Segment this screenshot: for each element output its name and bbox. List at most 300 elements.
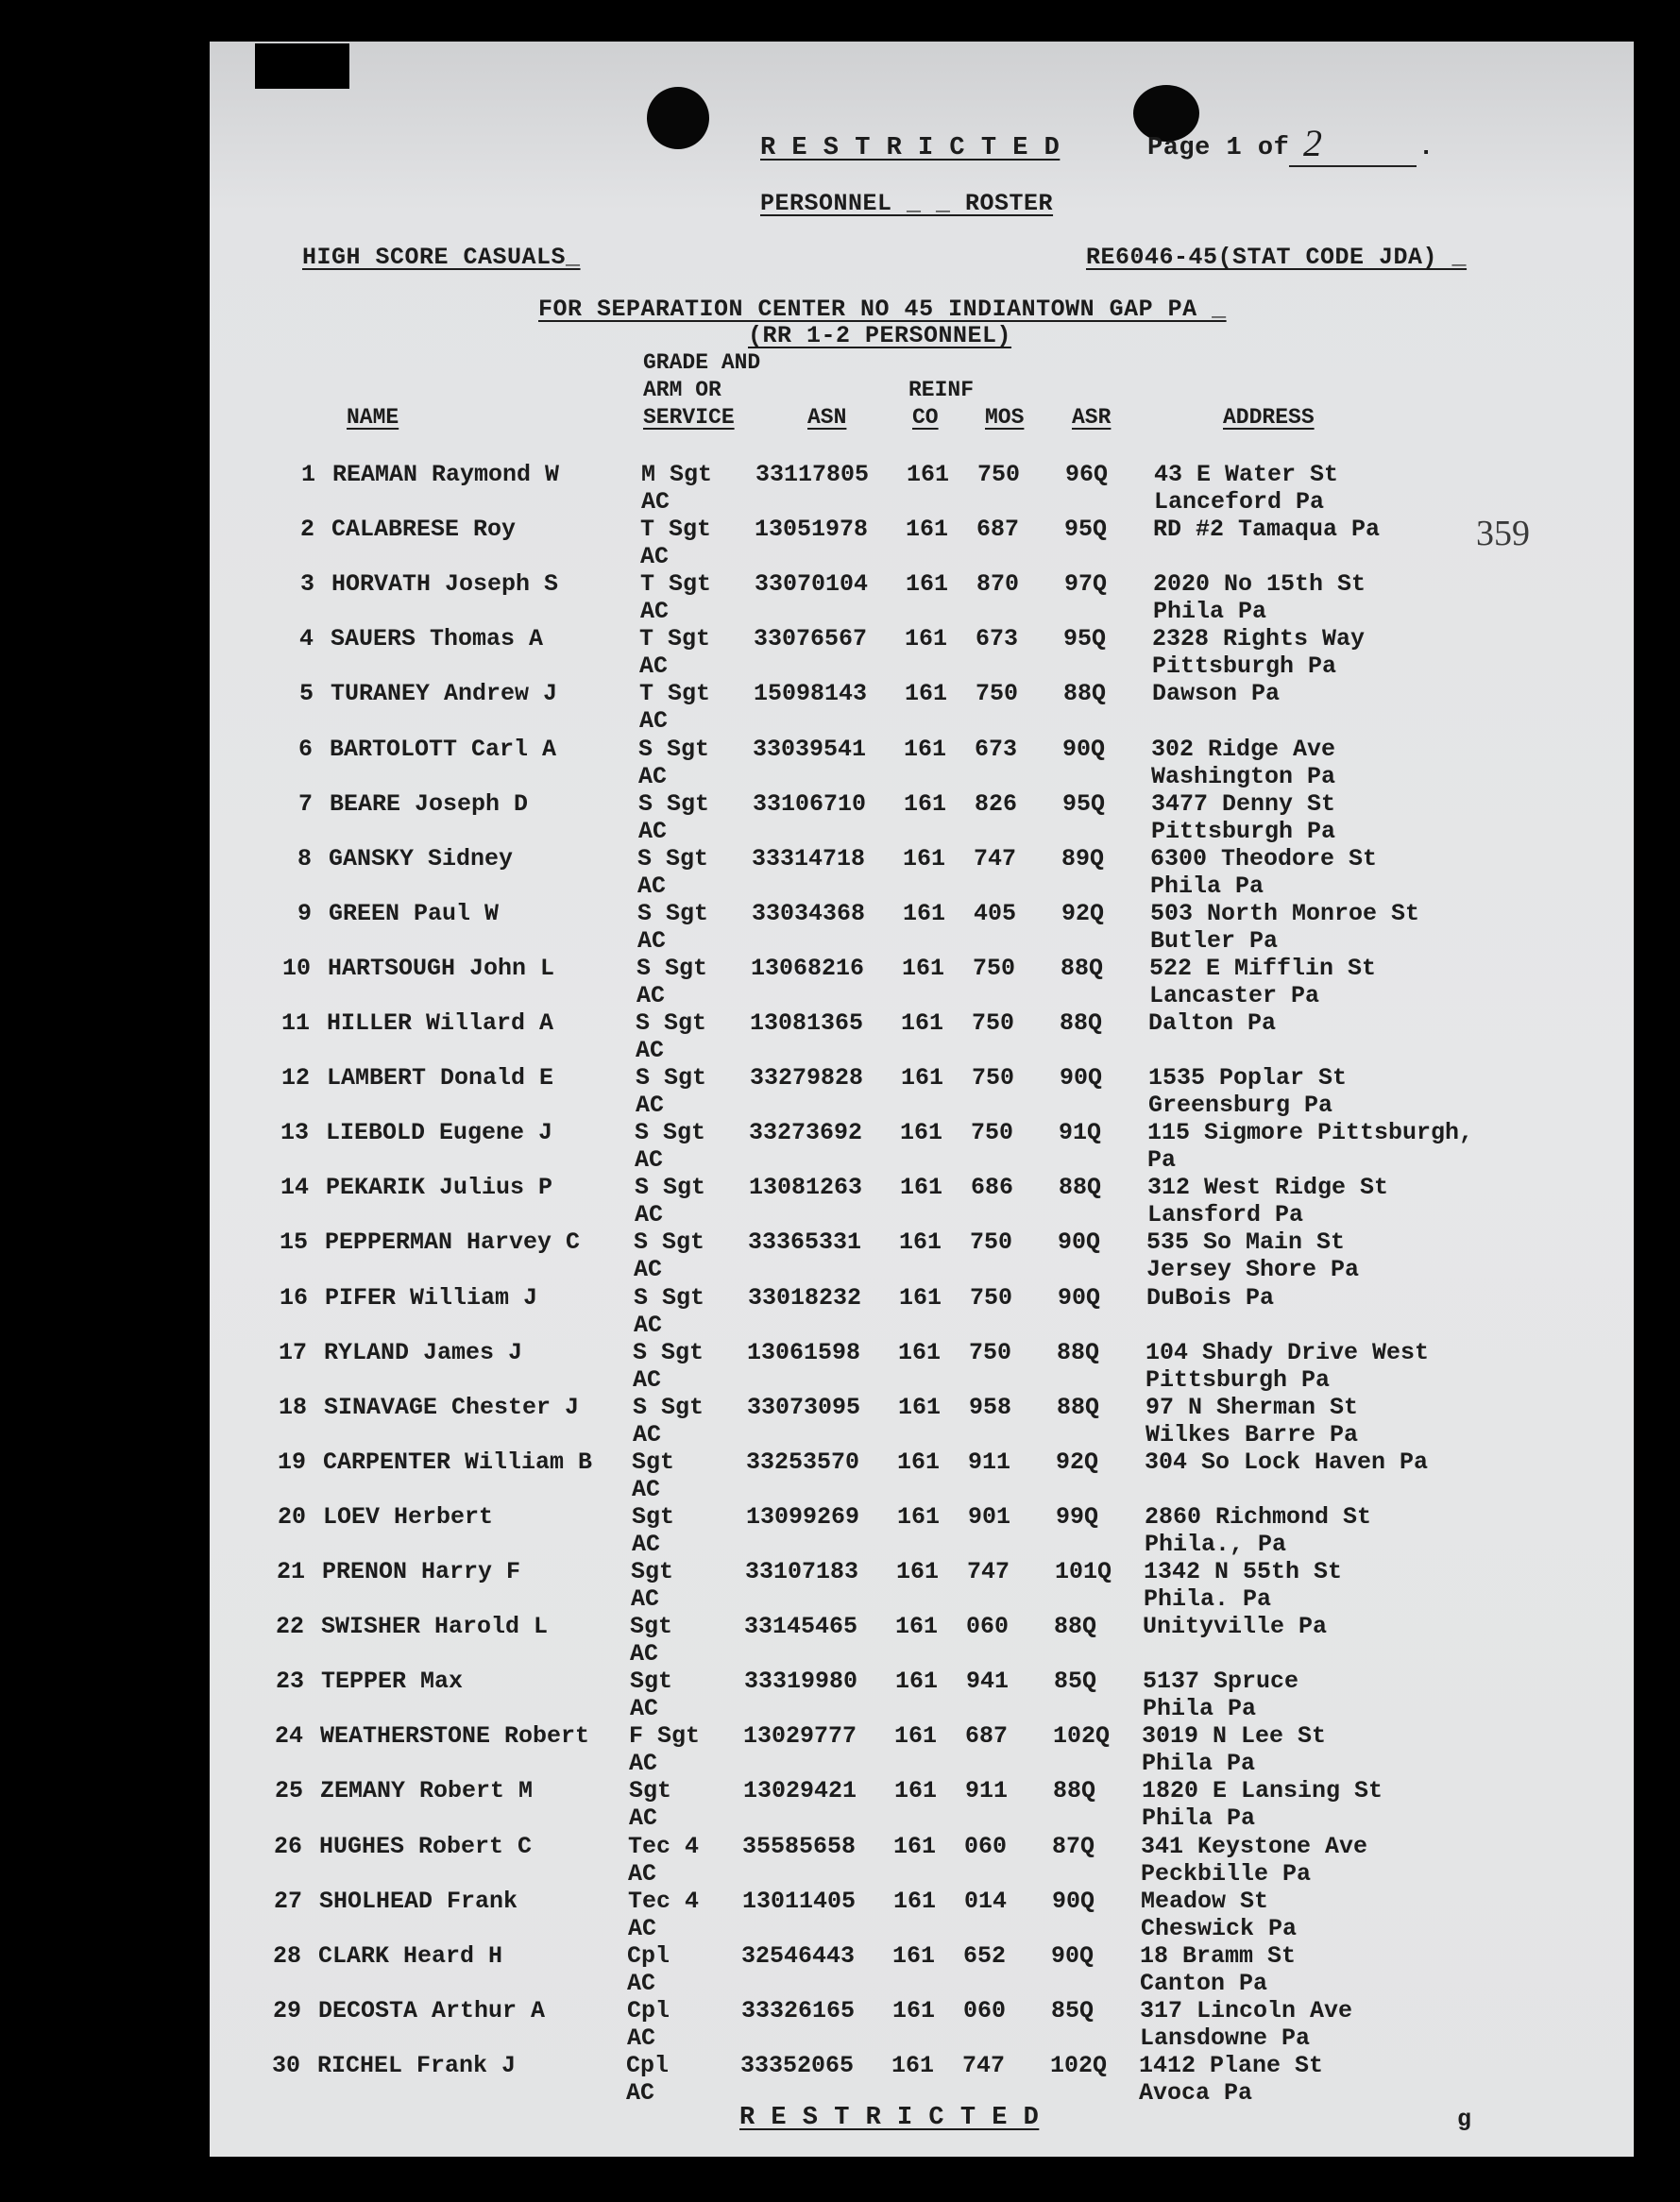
cell-mos: 747 <box>974 844 1017 872</box>
cell-mos: 687 <box>976 516 1020 544</box>
cell-service: AC <box>636 981 666 1009</box>
cell-asr: 90Q <box>1052 1887 1095 1915</box>
table-row <box>0 1064 1680 1119</box>
cell-num: 3 <box>299 570 314 599</box>
cell-co: 161 <box>901 1064 944 1093</box>
cell-grade: Sgt <box>632 1448 675 1476</box>
cell-name: ZEMANY Robert M <box>320 1777 534 1805</box>
cell-num: 27 <box>273 1887 302 1915</box>
table-row <box>0 1997 1680 2052</box>
cell-service: AC <box>629 1750 658 1778</box>
cell-grade: T Sgt <box>640 570 712 599</box>
cell-asn: 33117805 <box>755 461 870 488</box>
cell-mos: 060 <box>966 1613 1010 1641</box>
cell-num: 11 <box>280 1009 310 1037</box>
cell-name: SINAVAGE Chester J <box>324 1393 580 1421</box>
cell-addr2: Pittsburgh Pa <box>1151 817 1336 845</box>
cell-num: 5 <box>298 680 314 708</box>
cell-mos: 060 <box>963 1996 1007 2024</box>
table-row <box>0 1009 1680 1064</box>
cell-num: 30 <box>271 2051 300 2079</box>
col-asn: ASN <box>807 405 847 430</box>
table-row <box>0 1722 1680 1777</box>
cell-service: AC <box>634 1256 663 1284</box>
cell-grade: Tec 4 <box>628 1887 700 1915</box>
cell-grade: S Sgt <box>636 1009 707 1037</box>
cell-name: HILLER Willard A <box>327 1009 554 1037</box>
cell-addr1: 104 Shady Drive West <box>1145 1338 1430 1366</box>
cell-grade: Tec 4 <box>628 1832 700 1860</box>
cell-name: TEPPER Max <box>321 1668 464 1696</box>
col-grade-line1: GRADE AND <box>643 350 761 375</box>
cell-asr: 101Q <box>1055 1558 1112 1585</box>
table-row <box>0 680 1680 735</box>
cell-service: AC <box>639 652 669 681</box>
cell-addr1: 317 Lincoln Ave <box>1140 1996 1353 2024</box>
cell-addr2: Lancaster Pa <box>1149 981 1320 1009</box>
cell-asn: 13081365 <box>750 1009 864 1037</box>
cell-addr2: Phila Pa <box>1153 598 1267 626</box>
cell-addr1: 503 North Monroe St <box>1150 899 1420 927</box>
page-number-dot: . <box>1418 134 1434 162</box>
table-row <box>0 570 1680 625</box>
cell-addr1: 1412 Plane St <box>1139 2051 1324 2079</box>
cell-addr2: Butler Pa <box>1150 926 1279 955</box>
cell-num: 29 <box>272 1996 301 2024</box>
cell-service: AC <box>638 762 668 790</box>
col-grade-line2: ARM OR <box>643 378 721 402</box>
cell-asn: 33319980 <box>744 1668 858 1696</box>
cell-addr2: Phila Pa <box>1142 1750 1256 1778</box>
cell-asr: 96Q <box>1065 461 1109 488</box>
cell-name: BARTOLOTT Carl A <box>330 735 557 763</box>
cell-asn: 13068216 <box>751 954 865 982</box>
cell-addr1: 302 Ridge Ave <box>1151 735 1336 763</box>
cell-asn: 33352065 <box>740 2051 855 2079</box>
cell-addr2: Canton Pa <box>1140 1969 1268 1997</box>
table-row <box>0 1503 1680 1558</box>
col-asr: ASR <box>1072 405 1112 430</box>
cell-num: 28 <box>272 1941 301 1970</box>
table-row <box>0 1394 1680 1448</box>
cell-name: CLARK Heard H <box>318 1941 503 1970</box>
cell-asn: 33273692 <box>749 1119 863 1147</box>
cell-co: 161 <box>904 789 947 818</box>
cell-num: 20 <box>277 1502 306 1531</box>
cell-grade: S Sgt <box>636 954 708 982</box>
cell-asr: 102Q <box>1050 2051 1108 2079</box>
cell-grade: T Sgt <box>639 680 711 708</box>
col-grade-line3: SERVICE <box>643 405 735 430</box>
cell-co: 161 <box>897 1448 941 1476</box>
cell-grade: S Sgt <box>635 1119 706 1147</box>
cell-asr: 102Q <box>1053 1722 1111 1751</box>
table-row <box>0 1339 1680 1394</box>
cell-service: AC <box>640 543 670 571</box>
cell-num: 23 <box>275 1668 304 1696</box>
cell-asr: 87Q <box>1052 1832 1095 1860</box>
cell-addr1: 3019 N Lee St <box>1142 1722 1327 1751</box>
cell-addr1: 522 E Mifflin St <box>1149 954 1377 982</box>
cell-asr: 85Q <box>1051 1996 1095 2024</box>
cell-addr2: Lanceford Pa <box>1154 488 1325 516</box>
cell-addr1: 2020 No 15th St <box>1153 570 1366 599</box>
cell-grade: F Sgt <box>629 1722 701 1751</box>
cell-co: 161 <box>898 1393 942 1421</box>
cell-mos: 687 <box>965 1722 1009 1751</box>
cell-addr1: RD #2 Tamaqua Pa <box>1153 516 1381 544</box>
cell-service: AC <box>630 1640 659 1668</box>
cell-addr1: Dalton Pa <box>1148 1009 1277 1037</box>
cell-asr: 95Q <box>1062 789 1106 818</box>
cell-service: AC <box>640 598 670 626</box>
cell-service: AC <box>635 1201 664 1229</box>
cell-co: 161 <box>895 1668 939 1696</box>
cell-mos: 673 <box>975 735 1018 763</box>
cell-addr2: Cheswick Pa <box>1141 1914 1298 1942</box>
cell-num: 18 <box>278 1393 307 1421</box>
restricted-header: R E S T R I C T E D <box>760 134 1061 162</box>
table-row <box>0 1228 1680 1283</box>
cell-service: AC <box>627 1969 656 1997</box>
cell-mos: 747 <box>967 1558 1010 1585</box>
cell-grade: T Sgt <box>640 516 712 544</box>
table-row <box>0 1777 1680 1832</box>
cell-co: 161 <box>899 1283 942 1312</box>
cell-mos: 750 <box>970 1228 1013 1257</box>
cell-mos: 747 <box>962 2051 1006 2079</box>
cell-addr1: 1535 Poplar St <box>1148 1064 1348 1093</box>
table-row <box>0 1284 1680 1339</box>
col-address: ADDRESS <box>1223 405 1315 430</box>
col-reinf-line1: REINF <box>908 378 975 402</box>
cell-service: AC <box>631 1585 660 1613</box>
cell-co: 161 <box>907 461 950 488</box>
cell-service: AC <box>636 1037 665 1064</box>
cell-addr2: Phila Pa <box>1142 1804 1256 1833</box>
cell-asn: 33070104 <box>755 570 869 599</box>
cell-addr1: 2328 Rights Way <box>1152 625 1366 653</box>
cell-co: 161 <box>891 2051 935 2079</box>
cell-service: AC <box>635 1146 664 1175</box>
cell-mos: 405 <box>974 899 1017 927</box>
cell-asn: 35585658 <box>742 1832 857 1860</box>
cell-addr1: 2860 Richmond St <box>1145 1502 1372 1531</box>
col-reinf-co: CO <box>912 405 939 430</box>
cell-grade: Sgt <box>632 1502 675 1531</box>
cell-asn: 33073095 <box>747 1393 861 1421</box>
table-row <box>0 1668 1680 1722</box>
cell-asn: 33365331 <box>748 1228 862 1257</box>
table-row <box>0 1942 1680 1997</box>
table-row <box>0 900 1680 955</box>
cell-name: SAUERS Thomas A <box>331 625 544 653</box>
cell-addr1: 18 Bramm St <box>1140 1941 1297 1970</box>
cell-addr2: Pa <box>1147 1146 1177 1175</box>
cell-co: 161 <box>892 1941 936 1970</box>
cell-mos: 911 <box>968 1448 1011 1476</box>
cell-asr: 92Q <box>1056 1448 1099 1476</box>
cell-num: 4 <box>298 625 314 653</box>
cell-grade: Cpl <box>627 1996 670 2024</box>
cell-service: AC <box>629 1804 658 1833</box>
cell-addr1: Dawson Pa <box>1152 680 1281 708</box>
cell-addr2: Lansdowne Pa <box>1140 2024 1311 2052</box>
cell-num: 14 <box>280 1174 309 1202</box>
cell-name: CARPENTER William B <box>323 1448 593 1476</box>
cell-addr1: Unityville Pa <box>1143 1613 1328 1641</box>
cell-asn: 33034368 <box>752 899 866 927</box>
cell-asr: 90Q <box>1062 735 1106 763</box>
cell-service: AC <box>630 1695 659 1723</box>
col-mos: MOS <box>985 405 1025 430</box>
punch-hole-right <box>1133 85 1199 142</box>
cell-addr2: Phila Pa <box>1143 1695 1257 1723</box>
cell-asn: 33076567 <box>754 625 868 653</box>
cell-service: AC <box>637 872 667 900</box>
cell-mos: 870 <box>976 570 1020 599</box>
cell-grade: S Sgt <box>638 735 710 763</box>
cell-grade: S Sgt <box>636 1064 707 1093</box>
cell-asn: 13081263 <box>749 1174 863 1202</box>
cell-asr: 88Q <box>1053 1777 1096 1805</box>
cell-asn: 33107183 <box>745 1558 859 1585</box>
cell-co: 161 <box>906 516 949 544</box>
cell-name: LAMBERT Donald E <box>327 1064 554 1093</box>
cell-co: 161 <box>902 954 945 982</box>
cell-co: 161 <box>899 1228 942 1257</box>
cell-co: 161 <box>903 899 946 927</box>
cell-co: 161 <box>895 1613 939 1641</box>
cell-asn: 33018232 <box>748 1283 862 1312</box>
cell-asn: 33253570 <box>746 1448 860 1476</box>
cell-asn: 13011405 <box>742 1887 857 1915</box>
cell-co: 161 <box>901 1009 944 1037</box>
cell-addr1: 341 Keystone Ave <box>1141 1832 1368 1860</box>
cell-co: 161 <box>906 570 949 599</box>
cell-co: 161 <box>904 735 947 763</box>
cell-asr: 90Q <box>1060 1064 1103 1093</box>
col-name: NAME <box>347 405 399 430</box>
cell-addr2: Phila. Pa <box>1144 1585 1272 1613</box>
cell-num: 22 <box>275 1613 304 1641</box>
cell-asr: 97Q <box>1064 570 1108 599</box>
cell-addr2: Wilkes Barre Pa <box>1145 1420 1359 1448</box>
cell-grade: Sgt <box>630 1668 673 1696</box>
cell-grade: S Sgt <box>633 1338 704 1366</box>
cell-addr2: Greensburg Pa <box>1148 1092 1333 1120</box>
cell-name: RYLAND James J <box>324 1338 523 1366</box>
cell-name: SWISHER Harold L <box>321 1613 549 1641</box>
cell-addr2: Washington Pa <box>1151 762 1336 790</box>
cell-grade: S Sgt <box>633 1393 704 1421</box>
cell-mos: 901 <box>968 1502 1011 1531</box>
cell-addr2: Jersey Shore Pa <box>1146 1256 1360 1284</box>
cell-asr: 90Q <box>1058 1283 1101 1312</box>
cell-addr1: Meadow St <box>1141 1887 1269 1915</box>
cell-grade: S Sgt <box>634 1228 705 1257</box>
restricted-footer: R E S T R I C T E D <box>739 2104 1040 2132</box>
cell-addr1: DuBois Pa <box>1146 1283 1275 1312</box>
cell-asr: 92Q <box>1061 899 1105 927</box>
cell-asn: 33145465 <box>744 1613 858 1641</box>
cell-name: CALABRESE Roy <box>331 516 517 544</box>
cell-num: 13 <box>280 1119 309 1147</box>
cell-asr: 90Q <box>1051 1941 1095 1970</box>
cell-co: 161 <box>893 1887 937 1915</box>
cell-service: AC <box>636 1092 665 1120</box>
cell-co: 161 <box>896 1558 940 1585</box>
cell-name: PEPPERMAN Harvey C <box>325 1228 581 1257</box>
cell-num: 26 <box>273 1832 302 1860</box>
cell-co: 161 <box>897 1502 941 1531</box>
cell-asn: 13029421 <box>743 1777 857 1805</box>
cell-name: BEARE Joseph D <box>330 789 529 818</box>
cell-asr: 95Q <box>1063 625 1107 653</box>
cell-mos: 750 <box>971 1119 1014 1147</box>
cell-mos: 652 <box>963 1941 1007 1970</box>
cell-asn: 33314718 <box>752 844 866 872</box>
page-total-underline <box>1289 165 1417 167</box>
cell-name: TURANEY Andrew J <box>331 680 558 708</box>
cell-mos: 911 <box>965 1777 1009 1805</box>
cell-num: 17 <box>278 1338 307 1366</box>
cell-asn: 33039541 <box>753 735 867 763</box>
cell-asn: 13099269 <box>746 1502 860 1531</box>
cell-addr1: 1342 N 55th St <box>1144 1558 1343 1585</box>
cell-service: AC <box>639 707 669 736</box>
cell-addr1: 5137 Spruce <box>1143 1668 1299 1696</box>
cell-asr: 89Q <box>1061 844 1105 872</box>
table-row <box>0 1448 1680 1503</box>
cell-name: DECOSTA Arthur A <box>318 1996 546 2024</box>
cell-service: AC <box>632 1530 661 1558</box>
cell-mos: 941 <box>966 1668 1010 1696</box>
cell-addr1: 97 N Sherman St <box>1145 1393 1359 1421</box>
cell-asn: 32546443 <box>741 1941 856 1970</box>
cell-addr2: Pittsburgh Pa <box>1152 652 1337 681</box>
cell-asr: 99Q <box>1056 1502 1099 1531</box>
cell-service: AC <box>632 1475 661 1503</box>
cell-num: 7 <box>297 789 313 818</box>
table-row <box>0 516 1680 570</box>
cell-name: PRENON Harry F <box>322 1558 521 1585</box>
cell-grade: S Sgt <box>634 1283 705 1312</box>
table-row <box>0 1558 1680 1613</box>
cell-service: AC <box>641 488 670 516</box>
top-left-tape-mark <box>255 43 349 89</box>
cell-name: LOEV Herbert <box>323 1502 494 1531</box>
cell-co: 161 <box>900 1119 943 1147</box>
cell-co: 161 <box>903 844 946 872</box>
cell-service: AC <box>626 2078 655 2107</box>
table-row <box>0 461 1680 516</box>
cell-grade: S Sgt <box>638 789 710 818</box>
cell-grade: Sgt <box>629 1777 672 1805</box>
cell-asn: 15098143 <box>754 680 868 708</box>
cell-addr2: Pittsburgh Pa <box>1145 1365 1331 1394</box>
cell-name: LIEBOLD Eugene J <box>326 1119 553 1147</box>
cell-addr2: Lansford Pa <box>1147 1201 1304 1229</box>
cell-mos: 826 <box>975 789 1018 818</box>
cell-asr: 85Q <box>1054 1668 1097 1696</box>
cell-service: AC <box>633 1365 662 1394</box>
table-row <box>0 736 1680 790</box>
table-row <box>0 1888 1680 1942</box>
cell-grade: S Sgt <box>635 1174 706 1202</box>
cell-name: GANSKY Sidney <box>329 844 514 872</box>
cell-name: SHOLHEAD Frank <box>319 1887 518 1915</box>
cell-name: WEATHERSTONE Robert <box>320 1722 590 1751</box>
cell-asr: 88Q <box>1061 954 1104 982</box>
cell-co: 161 <box>905 625 948 653</box>
cell-mos: 958 <box>969 1393 1012 1421</box>
cell-mos: 686 <box>971 1174 1014 1202</box>
cell-num: 25 <box>274 1777 303 1805</box>
cell-num: 9 <box>297 899 312 927</box>
cell-co: 161 <box>892 1996 936 2024</box>
cell-asn: 13061598 <box>747 1338 861 1366</box>
cell-co: 161 <box>898 1338 942 1366</box>
cell-num: 12 <box>280 1064 310 1093</box>
cell-asr: 88Q <box>1057 1338 1100 1366</box>
cell-name: GREEN Paul W <box>329 899 500 927</box>
cell-mos: 750 <box>973 954 1016 982</box>
cell-mos: 673 <box>976 625 1019 653</box>
cell-service: AC <box>638 817 668 845</box>
cell-addr1: 535 So Main St <box>1146 1228 1346 1257</box>
table-row <box>0 790 1680 845</box>
stamped-number: 359 <box>1476 514 1530 553</box>
unit-name: HIGH SCORE CASUALS_ <box>302 244 581 271</box>
cell-grade: Sgt <box>630 1613 673 1641</box>
cell-asr: 90Q <box>1058 1228 1101 1257</box>
punch-hole-left <box>647 87 709 149</box>
cell-addr1: 6300 Theodore St <box>1150 844 1378 872</box>
cell-mos: 750 <box>972 1064 1015 1093</box>
cell-asr: 88Q <box>1057 1393 1100 1421</box>
cell-num: 10 <box>281 954 311 982</box>
cell-grade: Sgt <box>631 1558 674 1585</box>
cell-addr2: Peckbille Pa <box>1141 1859 1312 1888</box>
cell-co: 161 <box>894 1722 938 1751</box>
cell-asn: 33326165 <box>741 1996 856 2024</box>
cell-name: HORVATH Joseph S <box>331 570 559 599</box>
cell-co: 161 <box>893 1832 937 1860</box>
cell-service: AC <box>633 1420 662 1448</box>
cell-service: AC <box>627 2024 656 2052</box>
cell-grade: M Sgt <box>641 461 713 488</box>
cell-name: REAMAN Raymond W <box>332 461 560 488</box>
cell-addr2: Phila., Pa <box>1145 1530 1287 1558</box>
cell-addr1: 1820 E Lansing St <box>1142 1777 1383 1805</box>
cell-num: 8 <box>297 844 312 872</box>
cell-asn: 13051978 <box>755 516 869 544</box>
table-row <box>0 1119 1680 1174</box>
cell-addr1: 304 So Lock Haven Pa <box>1145 1448 1429 1476</box>
roster-title: PERSONNEL _ _ ROSTER <box>760 190 1054 217</box>
table-row <box>0 1613 1680 1668</box>
cell-mos: 014 <box>964 1887 1008 1915</box>
cell-mos: 750 <box>972 1009 1015 1037</box>
cell-num: 24 <box>274 1722 303 1751</box>
cell-grade: S Sgt <box>637 844 709 872</box>
order-reference: RE6046-45(STAT CODE JDA) _ <box>1086 244 1468 271</box>
cell-asr: 88Q <box>1060 1009 1103 1037</box>
cell-num: 15 <box>279 1228 308 1257</box>
cell-mos: 750 <box>970 1283 1013 1312</box>
cell-asr: 91Q <box>1059 1119 1102 1147</box>
